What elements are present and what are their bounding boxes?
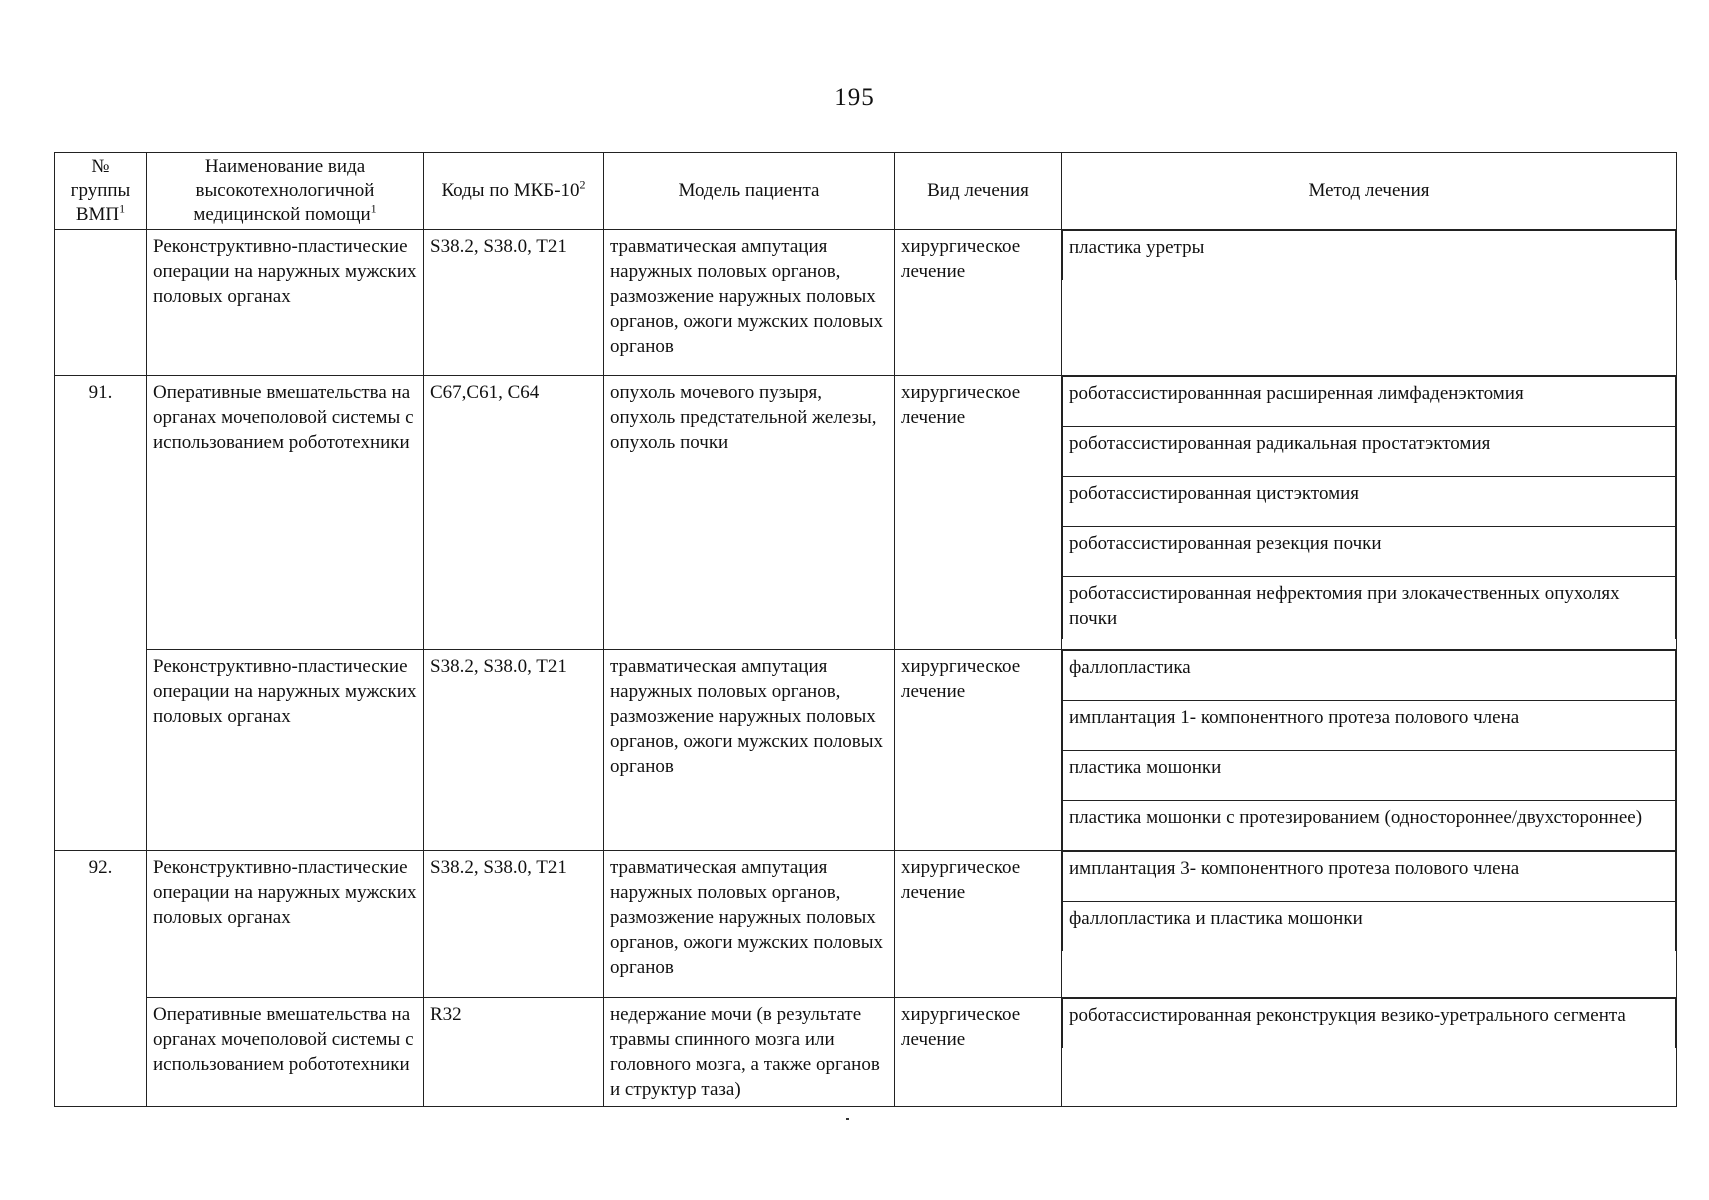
treatment-method-cell xyxy=(1062,376,1677,650)
treatment-method-cell xyxy=(1062,851,1677,998)
table-row xyxy=(55,230,1677,376)
header-row xyxy=(55,153,1677,230)
care-type-cell: Оперативные вмешательства на органах мочеполовой системы с использованием робототехники xyxy=(147,376,424,650)
treatment-type-cell: хирургическое лечение xyxy=(895,851,1062,998)
method-item: пластика мошонки с протезированием (одностороннее/двухстороннее) xyxy=(1063,801,1676,851)
method-item: фаллопластика xyxy=(1063,651,1676,701)
group-number-cell: 91. xyxy=(55,376,147,851)
icd-codes-cell: C67,C61, C64 xyxy=(424,376,604,650)
care-type-cell: Реконструктивно-пластические операции на наружных мужских половых органах xyxy=(147,230,424,376)
patient-model-cell: травматическая ампутация наружных половых органов, размозжение наружных половых органов, ожоги мужских половых органов xyxy=(604,230,895,376)
icd-codes-cell: S38.2, S38.0, T21 xyxy=(424,851,604,998)
treatment-method-cell xyxy=(1062,650,1677,851)
icd-codes-cell: R32 xyxy=(424,998,604,1107)
method-item: фаллопластика и пластика мошонки xyxy=(1063,902,1676,952)
header-group-number: № группы ВМП$^1$ xyxy=(55,153,147,230)
group-number-cell xyxy=(55,230,147,376)
method-item: имплантация 1- компонентного протеза полового члена xyxy=(1063,701,1676,751)
table-row xyxy=(55,376,1677,650)
table-row xyxy=(55,998,1677,1107)
care-type-cell: Оперативные вмешательства на органах мочеполовой системы с использованием робототехники xyxy=(147,998,424,1107)
page-number: 195 xyxy=(834,84,875,111)
method-item: роботассистированная резекция почки xyxy=(1063,527,1676,577)
table-row xyxy=(55,851,1677,998)
scan-speck xyxy=(846,1118,849,1120)
method-item: роботассистированная цистэктомия xyxy=(1063,477,1676,527)
method-item: роботассистированная нефректомия при злокачественных опухолях почки xyxy=(1063,577,1676,640)
patient-model-cell: опухоль мочевого пузыря, опухоль предстательной железы, опухоль почки xyxy=(604,376,895,650)
header-treatment-method: Метод лечения xyxy=(1062,153,1677,230)
method-item: пластика мошонки xyxy=(1063,751,1676,801)
patient-model-cell: травматическая ампутация наружных половых органов, размозжение наружных половых органов, ожоги мужских половых органов xyxy=(604,650,895,851)
method-item: имплантация 3- компонентного протеза полового члена xyxy=(1063,852,1676,902)
header-care-type: Наименование вида высокотехнологичной медицинской помощи$^1$ xyxy=(147,153,424,230)
method-item: роботассистированная реконструкция везико-уретрального сегмента xyxy=(1063,999,1676,1049)
vmp-table xyxy=(54,152,1677,1107)
treatment-type-cell: хирургическое лечение xyxy=(895,376,1062,650)
table-row xyxy=(55,650,1677,851)
header-icd-codes: Коды по МКБ-$10^2$ xyxy=(424,153,604,230)
icd-codes-cell: S38.2, S38.0, T21 xyxy=(424,650,604,851)
method-item: роботассистированная радикальная простатэктомия xyxy=(1063,427,1676,477)
treatment-method-cell xyxy=(1062,998,1677,1107)
patient-model-cell: недержание мочи (в результате травмы спинного мозга или головного мозга, а также органов и структур таза) xyxy=(604,998,895,1107)
treatment-type-cell: хирургическое лечение xyxy=(895,230,1062,376)
patient-model-cell: травматическая ампутация наружных половых органов, размозжение наружных половых органов, ожоги мужских половых органов xyxy=(604,851,895,998)
treatment-type-cell: хирургическое лечение xyxy=(895,998,1062,1107)
treatment-method-cell xyxy=(1062,230,1677,376)
method-item: роботассистированнная расширенная лимфаденэктомия xyxy=(1063,377,1676,427)
header-patient-model: Модель пациента xyxy=(604,153,895,230)
group-number-cell: 92. xyxy=(55,851,147,1107)
care-type-cell: Реконструктивно-пластические операции на наружных мужских половых органах xyxy=(147,650,424,851)
treatment-type-cell: хирургическое лечение xyxy=(895,650,1062,851)
icd-codes-cell: S38.2, S38.0, T21 xyxy=(424,230,604,376)
header-treatment-type: Вид лечения xyxy=(895,153,1062,230)
method-item: пластика уретры xyxy=(1063,231,1676,281)
care-type-cell: Реконструктивно-пластические операции на наружных мужских половых органах xyxy=(147,851,424,998)
